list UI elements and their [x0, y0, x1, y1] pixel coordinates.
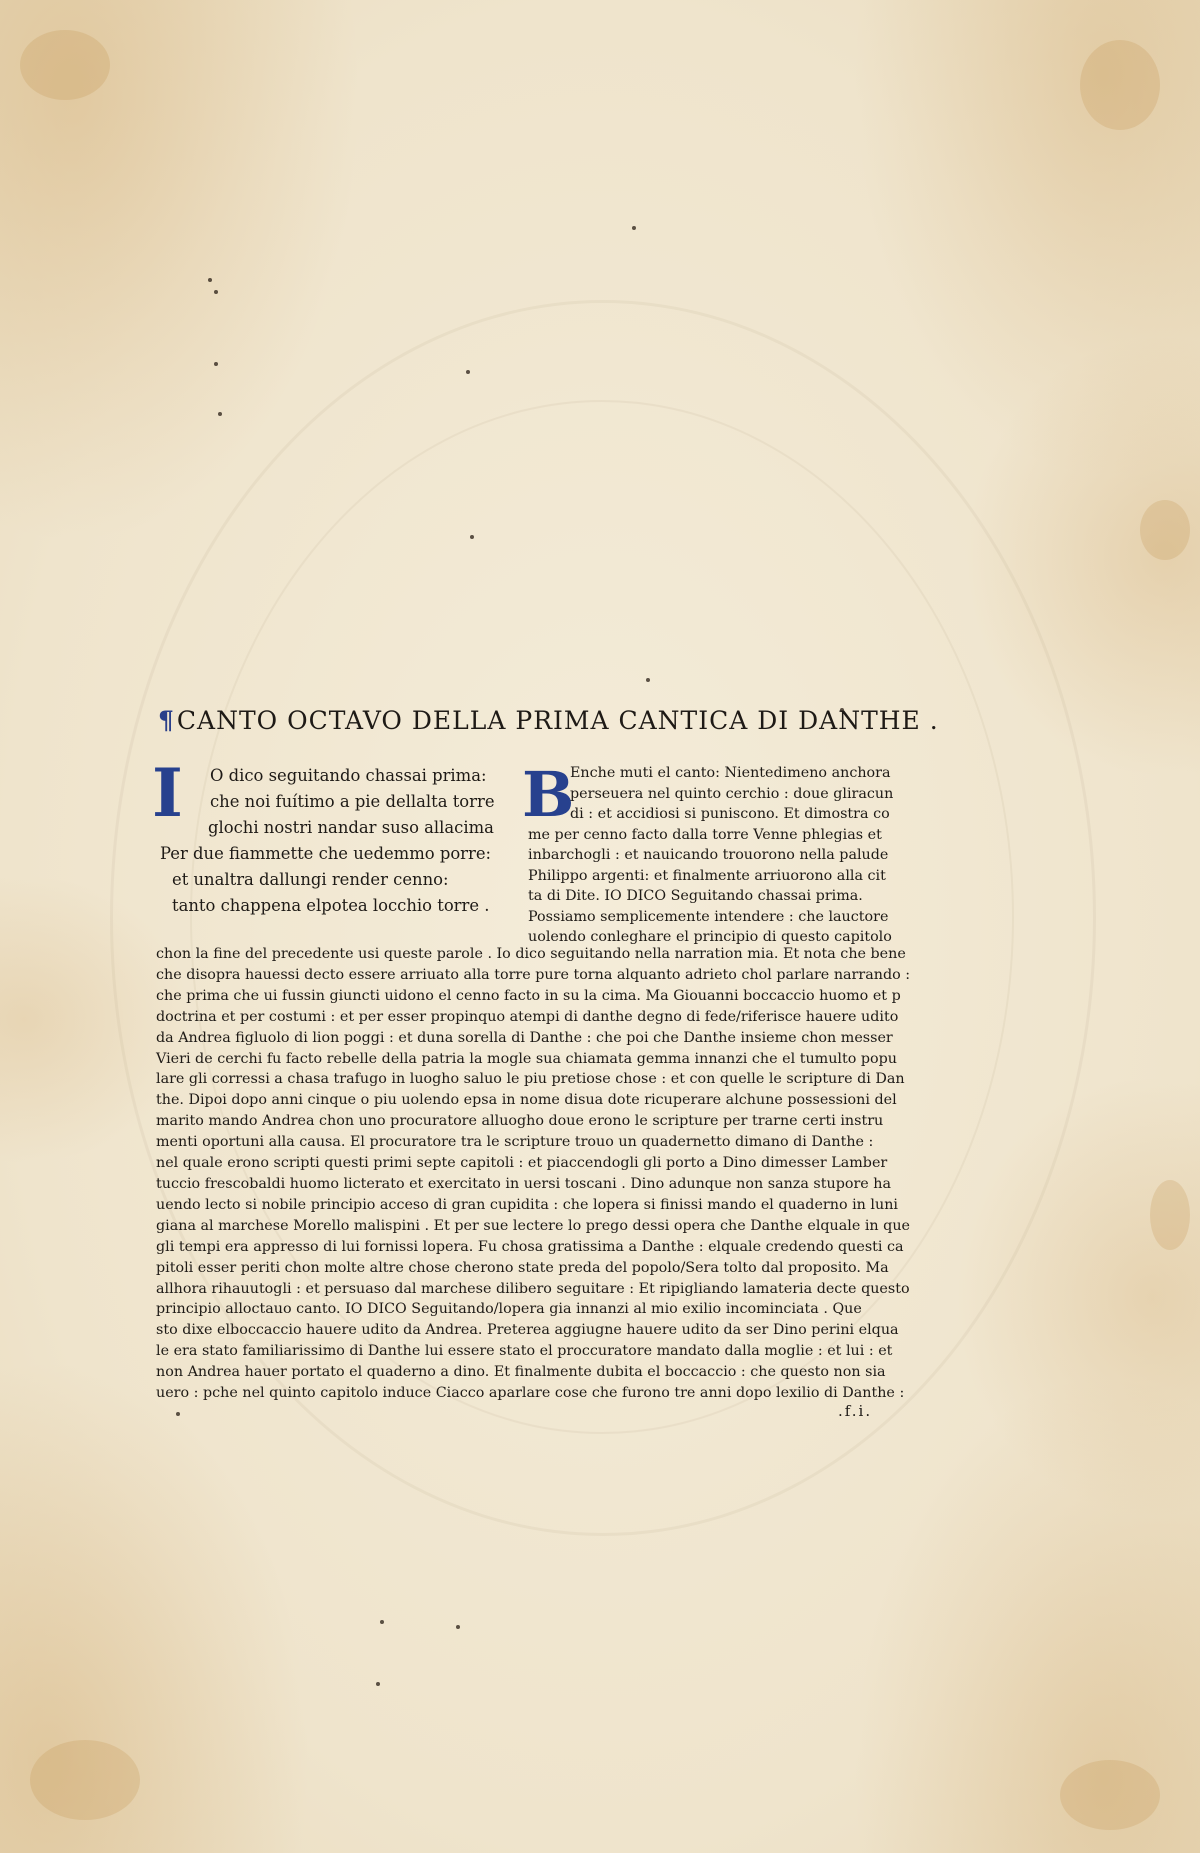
foxing-stain [1060, 1760, 1160, 1830]
foxing-stain [1080, 40, 1160, 130]
argument-line: me per cenno facto dalla torre Venne phlegias et [528, 826, 882, 843]
argument-line: di : et accidiosi si puniscono. Et dimostra co [570, 806, 890, 822]
argument-line: inbarchogli : et nauicando trouorono nella palude [528, 847, 889, 863]
commentary-line: uendo lecto si nobile principio acceso di gran cupidita : che lopera si finissi mando el quaderno in luni [156, 1196, 898, 1213]
commentary-line: pitoli esser periti chon molte altre chose cherono state preda del popolo/Sera tolto dal proposito. Ma [156, 1259, 889, 1276]
commentary-line: nel quale erono scripti questi primi septe capitoli : et piaccendogli gli porto a Dino dimesser Lamber [156, 1155, 888, 1172]
ink-speck [214, 290, 218, 294]
ink-speck [218, 412, 222, 416]
commentary-line: uero : pche nel quinto capitolo induce Ciacco aparlare cose che furono tre anni dopo lexilio di Danthe : [156, 1385, 905, 1402]
foxing-stain [1150, 1180, 1190, 1250]
commentary-line: principio alloctauo canto. IO DICO Seguitando/lopera gia innanzi al mio exilio incominciata . Que [156, 1301, 862, 1318]
argument-line: ta di Dite. IO DICO Seguitando chassai prima. [528, 888, 863, 904]
verse-line: O dico seguitando chassai prima: [210, 766, 487, 785]
commentary-line: tuccio frescobaldi huomo licterato et exercitato in uersi toscani . Dino adunque non sanza stupore ha [156, 1175, 892, 1192]
canto-heading [158, 706, 939, 735]
signature-mark: .f.i. [838, 1402, 873, 1420]
commentary-line: Vieri de cerchi fu facto rebelle della patria la mogle sua chiamata gemma innanzi che el tumulto popu [156, 1050, 898, 1067]
verse-column [158, 763, 508, 919]
ink-speck [456, 1625, 460, 1629]
verse-line: glochi nostri nandar suso allacima [208, 818, 494, 837]
ink-speck [466, 370, 470, 374]
commentary-line: che disopra hauessi decto essere arriuato alla torre pure torna alquanto adrieto chol parlare narrando : [156, 966, 911, 983]
commentary-line: gli tempi era appresso di lui fornissi lopera. Fu chosa gratissima a Danthe : elquale credendo questi ca [156, 1238, 904, 1255]
verse-line: che noi fuítimo a pie dellalta torre [210, 792, 495, 811]
ink-speck [214, 362, 218, 366]
commentary-line: non Andrea hauer portato el quaderno a dino. Et finalmente dubita el boccaccio : che questo non sia [156, 1364, 886, 1381]
argument-line: perseuera nel quinto cerchio : doue gliracun [570, 785, 894, 802]
commentary-line: chon la fine del precedente usi queste parole . Io dico seguitando nella narration mia. Et nota che bene [156, 946, 906, 962]
verse-line: et unaltra dallungi render cenno: [172, 870, 449, 889]
commentary-line: doctrina et per costumi : et per esser propinquo atempi di danthe degno di fede/riferisce hauere udito [156, 1008, 899, 1025]
foxing-stain [20, 30, 110, 100]
ink-speck [208, 278, 212, 282]
commentary-line: sto dixe elboccaccio hauere udito da Andrea. Preterea aggiugne hauere udito da ser Dino perini elqua [156, 1322, 899, 1339]
ink-speck [632, 226, 636, 230]
ink-speck [176, 1412, 180, 1416]
ink-speck [470, 535, 474, 539]
argument-line: Possiamo semplicemente intendere : che lauctore [528, 908, 889, 925]
commentary-line: che prima che ui fussin giuncti uidono el cenno facto in su la cima. Ma Giouanni boccaccio huomo et p [156, 987, 901, 1004]
commentary-line: lare gli corressi a chasa trafugo in luogho saluo le piu pretiose chose : et con quelle le scripture di Dan [156, 1071, 905, 1088]
commentary-line: le era stato familiarissimo di Danthe lui essere stato el proccuratore mandato dalla moglie : et lui : et [156, 1343, 893, 1360]
commentary-line: giana al marchese Morello malispini . Et per sue lectere lo prego dessi opera che Danthe elquale in que [156, 1217, 911, 1234]
verse-line: tanto chappena elpotea locchio torre . [172, 896, 490, 915]
initial-b: B [522, 758, 575, 831]
ink-speck [646, 678, 650, 682]
argument-column [528, 763, 908, 948]
commentary-line: allhora rihauutogli : et persuaso dal marchese dilibero seguitare : Et ripigliando lamateria decte questo [156, 1280, 910, 1297]
verse-line: Per due fiammette che uedemmo porre: [160, 844, 492, 863]
commentary-line: da Andrea figluolo di lion poggi : et duna sorella di Danthe : che poi che Danthe insieme chon messer [156, 1029, 893, 1046]
commentary-line: the. Dipoi dopo anni cinque o piu uolendo epsa in nome disua dote ricuperare alchune possessioni del [156, 1092, 897, 1109]
pilcrow-mark: ¶ [158, 706, 175, 735]
foxing-stain [1140, 500, 1190, 560]
argument-line: uolendo conleghare el principio di questo capitolo [528, 929, 892, 945]
argument-line: Enche muti el canto: Nientedimeno anchora [570, 765, 891, 781]
canto-heading-text: CANTO OCTAVO DELLA PRIMA CANTICA DI DANTHE . [176, 706, 939, 735]
commentary-line: menti oportuni alla causa. El procuratore tra le scripture trouo un quadernetto dimano di Danthe : [156, 1134, 874, 1151]
ink-speck [380, 1620, 384, 1624]
ink-speck [376, 1682, 380, 1686]
initial-i: I [152, 754, 183, 832]
foxing-stain [30, 1740, 140, 1820]
commentary-block [156, 944, 911, 1404]
argument-line: Philippo argenti: et finalmente arriuorono alla cit [528, 867, 886, 884]
commentary-line: marito mando Andrea chon uno procuratore alluogho doue erono le scripture per trarne certi instru [156, 1113, 884, 1130]
